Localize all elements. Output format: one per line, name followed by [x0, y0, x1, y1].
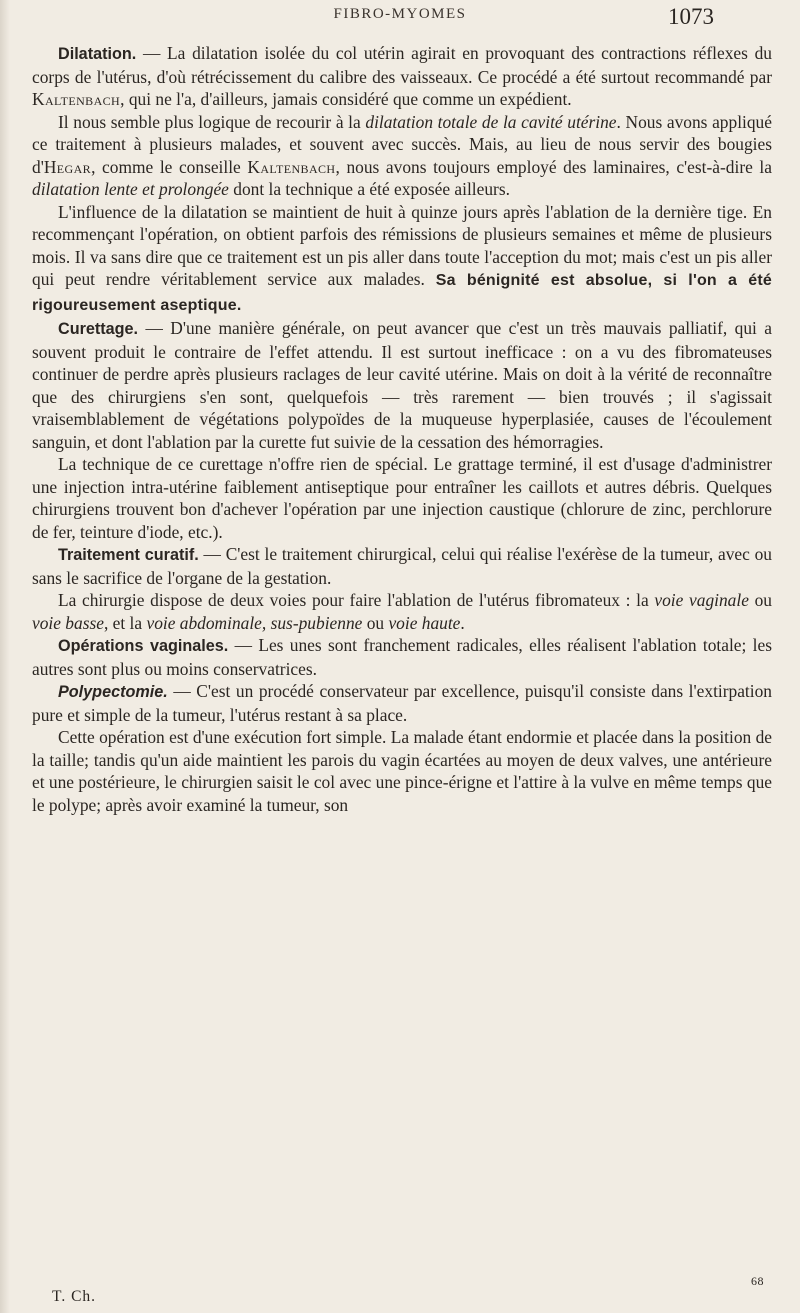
- emphasis: voie basse: [32, 612, 104, 633]
- text-run: L'influence de la dilatation se maintient de huit à quinze jours après l'ablation de la dernière tige. En recommençant l'opération, on obtient parfois des rémissions de plusieurs semaines et même de plusieurs mois. Il va sans dire que ce traitement est un pis aller dans toute l'acception du mot; mais c'est un pis aller qui peut rendre véritablement service aux malades.: [32, 201, 772, 289]
- emphasis: voie vaginale: [654, 590, 749, 610]
- paragraph-influence: [32, 201, 772, 318]
- text-run: . Nous avons appliqué ce traitement à plusieurs malades, et souvent avec succès. Mais, au lieu de nous servir des bougies d': [32, 111, 772, 177]
- paragraph-curettage-technique: [32, 453, 772, 543]
- page-gutter-shadow: [0, 0, 10, 1313]
- author-name: Kaltenbach: [32, 89, 121, 109]
- paragraph-operations-vaginales: [32, 634, 772, 680]
- emphasis: dilatation lente et prolongée: [32, 179, 229, 199]
- paragraph-curettage: [32, 317, 772, 453]
- body-text: [32, 42, 772, 816]
- text-run: , nous avons toujours employé des laminaires, c'est-à-dire la: [335, 156, 772, 177]
- text-run: ou: [362, 612, 389, 633]
- text-run: — C'est un procédé conservateur par excellence, puisqu'il consiste dans l'extirpation pure et simple de la tumeur, l'utérus restant à sa place.: [32, 681, 772, 725]
- author-name: Kaltenbach: [247, 156, 336, 177]
- paragraph-dilatation-totale: [32, 111, 772, 201]
- emphasis: dilatation totale de la cavité utérine: [365, 111, 617, 132]
- text-run: — C'est le traitement chirurgical, celui qui réalise l'exérèse de la tumeur, avec ou sans le sacrifice de l'organe de la gestation.: [32, 544, 773, 588]
- paragraph-voies: [32, 589, 772, 634]
- text-run: , qui ne l'a, d'ailleurs, jamais considéré que comme un expédient.: [120, 89, 572, 109]
- text-run: .: [460, 612, 465, 633]
- section-heading-traitement-curatif: Traitement curatif.: [58, 546, 199, 564]
- author-name: Hegar: [43, 156, 92, 177]
- text-run: — Les unes sont franchement radicales, elles réalisent l'ablation totale; les autres sont plus ou moins conservatrices.: [32, 635, 772, 679]
- page-header: [0, 4, 800, 38]
- signature-mark: 68: [751, 1274, 764, 1288]
- subsection-heading-polypectomie: Polypectomie.: [58, 683, 168, 701]
- text-run: La chirurgie dispose de deux voies pour faire l'ablation de l'utérus fibromateux : la: [58, 590, 655, 610]
- running-title: FIBRO-MYOMES: [333, 6, 467, 22]
- text-run: Cette opération est d'une exécution fort simple. La malade étant endormie et placée dans la position de la taille; tandis qu'un aide maintient les parois du vagin écartées au moyen de deux valves, une antérieure et une postérieure, le chirurgien saisit le col avec une pince-érigne et l'attire à la vulve en même temps que le polype; après avoir examiné la tumeur, son: [32, 727, 772, 815]
- paragraph-traitement-curatif: [32, 543, 772, 589]
- bold-emphasis: Sa bénignité est absolue, si l'on a été rigoureusement aseptique.: [32, 272, 772, 314]
- text-run: Il nous semble plus logique de recourir à la: [58, 111, 366, 132]
- page-footer: [0, 1274, 800, 1310]
- emphasis: voie abdominale, sus-pubienne: [146, 612, 363, 633]
- section-heading-dilatation: Dilatation.: [58, 45, 137, 63]
- paragraph-polypectomie: [32, 680, 772, 726]
- text-run: dont la technique a été exposée ailleurs.: [228, 179, 510, 199]
- text-run: , comme le conseille: [91, 156, 248, 177]
- emphasis: voie haute: [388, 612, 461, 633]
- text-run: — La dilatation isolée du col utérin agirait en provoquant des contractions réflexes du corps de l'utérus, d'où rétrécissement du calibre des vaisseaux. Ce procédé a été surtout recommandé par: [32, 43, 772, 87]
- text-run: ou: [748, 590, 772, 610]
- section-heading-operations-vaginales: Opérations vaginales.: [58, 637, 229, 655]
- section-heading-curettage: Curettage.: [58, 320, 139, 338]
- text-run: , et la: [103, 612, 147, 633]
- page-number: 1073: [668, 4, 714, 29]
- footer-volume-mark: T. Ch.: [52, 1288, 97, 1305]
- paragraph-operation-execution: [32, 726, 772, 816]
- paragraph-dilatation: [32, 42, 772, 111]
- text-run: La technique de ce curettage n'offre rien de spécial. Le grattage terminé, il est d'usage d'administrer une injection intra-utérine faiblement antiseptique pour entraîner les caillots et autres débris. Quelques chirurgiens trouvent bon d'achever l'opération par une injection caustique (chlorure de zinc, perchlorure de fer, teinture d'iode, etc.).: [32, 454, 772, 542]
- text-run: — D'une manière générale, on peut avancer que c'est un très mauvais palliatif, qui a souvent produit le contraire de l'effet attendu. Il est surtout inefficace : on a vu des fibromateuses continuer de perdre après plusieurs raclages de leur cavité utérine. Mais on doit à la vérité de reconnaître que des chirurgiens s'en sont, quelquefois — très rarement — bien trouvés ; il s'agissait vraisemblablement de végétations polypoïdes de la muqueuse hyperplasiée, causes de l'écoulement sanguin, et dont l'ablation par la curette fut suivie de la cessation des hémorragies.: [32, 318, 772, 452]
